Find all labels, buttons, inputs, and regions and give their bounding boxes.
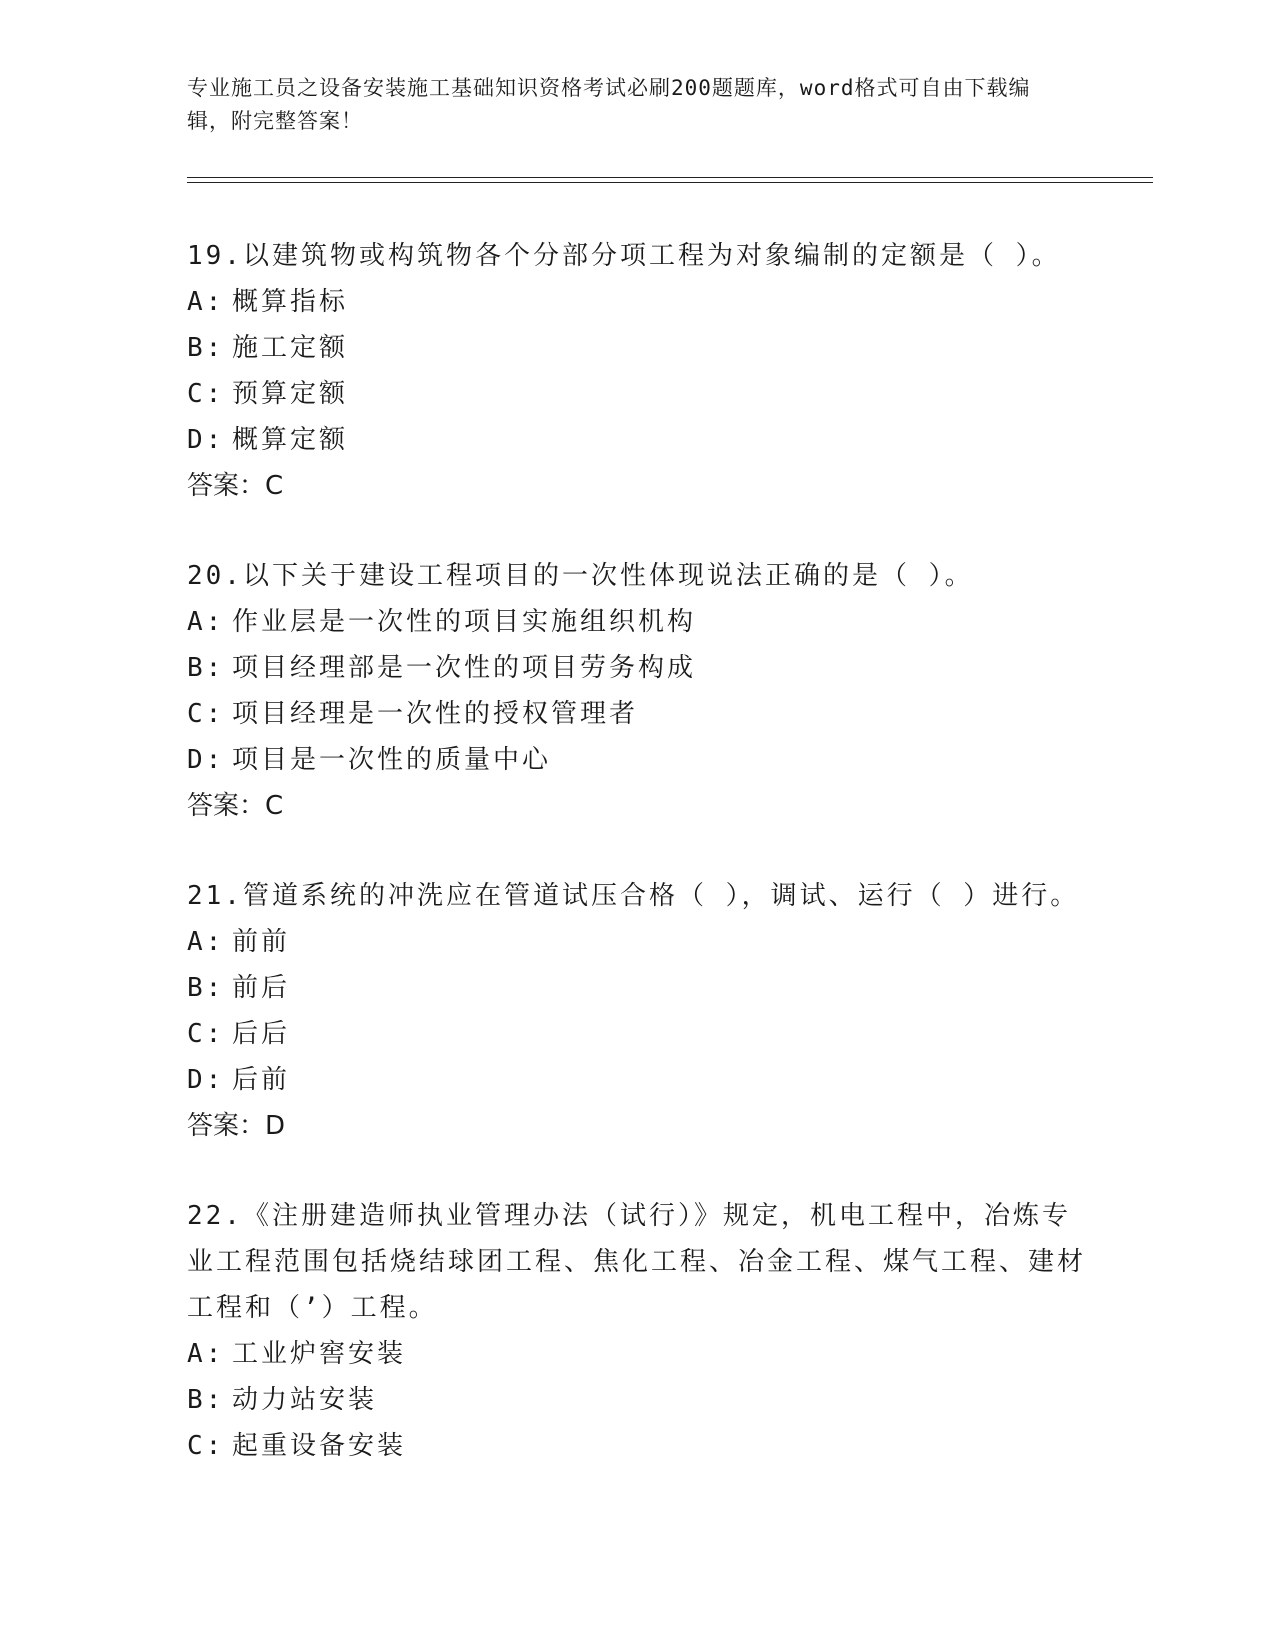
option-a: A: 作业层是一次性的项目实施组织机构 [187,607,697,637]
option-a: A: 工业炉窖安装 [187,1339,407,1369]
question-20 [187,553,1087,829]
answer: 答案：C [187,471,284,501]
document-header: 专业施工员之设备安装施工基础知识资格考试必刷200题题库，word格式可自由下载编辑，附完整答案！ [187,76,1031,133]
option-b: B: 动力站安装 [187,1385,378,1415]
option-c: C: 后后 [187,1019,291,1049]
question-stem: 19.以建筑物或构筑物各个分部分项工程为对象编制的定额是（ ）。 [187,241,1061,271]
option-c: C: 起重设备安装 [187,1431,407,1461]
option-b: B: 前后 [187,973,291,1003]
question-19 [187,233,1087,509]
answer: 答案：D [187,1111,286,1141]
option-c: C: 预算定额 [187,379,349,409]
option-d: D: 后前 [187,1065,291,1095]
option-d: D: 项目是一次性的质量中心 [187,745,552,775]
option-a: A: 前前 [187,927,291,957]
question-stem: 20.以下关于建设工程项目的一次性体现说法正确的是（ ）。 [187,561,974,591]
answer: 答案：C [187,791,284,821]
option-b: B: 项目经理部是一次性的项目劳务构成 [187,653,697,683]
question-21 [187,873,1087,1149]
header-divider-bottom [187,182,1153,183]
option-c: C: 项目经理是一次性的授权管理者 [187,699,639,729]
option-a: A: 概算指标 [187,287,349,317]
question-stem: 21.管道系统的冲洗应在管道试压合格（ ），调试、运行（ ）进行。 [187,881,1080,911]
question-22 [187,1193,1087,1469]
header-divider-top [187,177,1153,178]
question-stem: 22.《注册建造师执业管理办法（试行）》规定，机电工程中，冶炼专业工程范围包括烧结球团工程、焦化工程、冶金工程、煤气工程、建材工程和（’）工程。 [187,1201,1087,1323]
option-d: D: 概算定额 [187,425,349,455]
option-b: B: 施工定额 [187,333,349,363]
